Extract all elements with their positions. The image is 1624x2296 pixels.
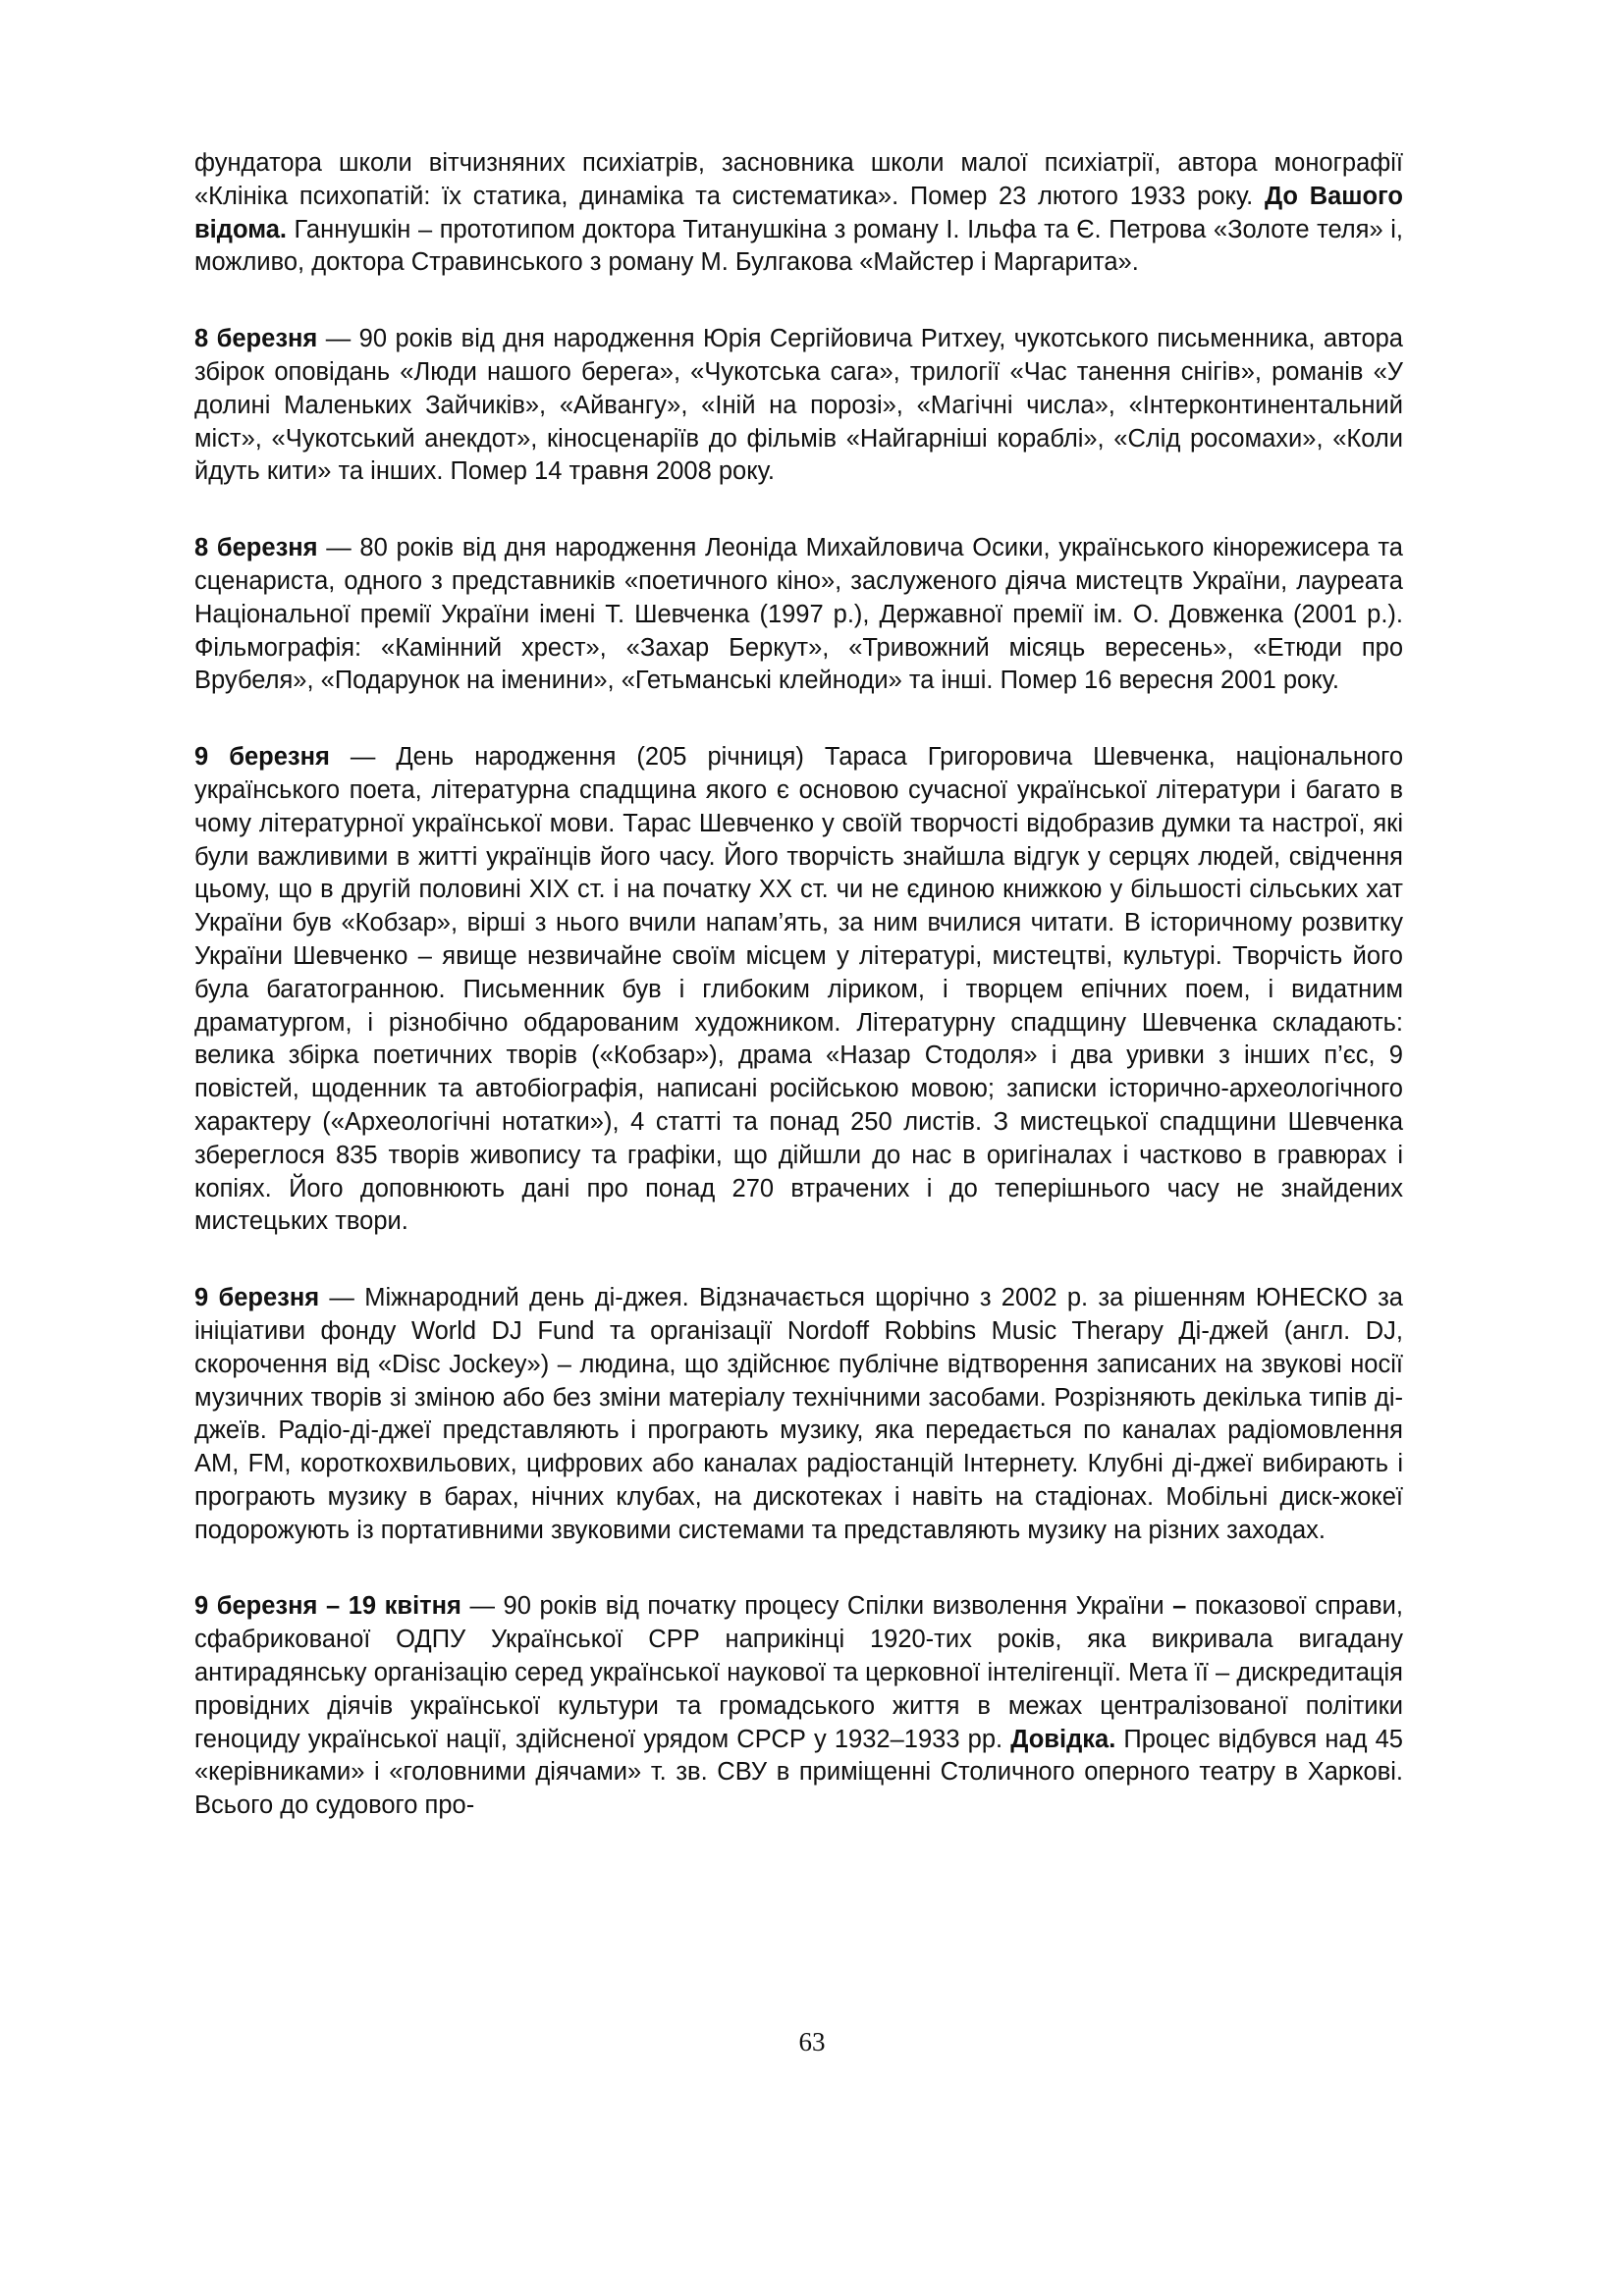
entry-text: — Міжнародний день ді-джея. Відзначається щорічно з 2002 р. за рішенням ЮНЕСКО за ініціативи фонду World DJ Fund та організації Nordoff Robbins Music Therapy Ді-джей (англ. DJ, скорочення від «Disc Jockey») – людина, що здійснює публічне відтворення записаних на звукові носії музичних творів зі зміною або без зміни матеріалу технічними засобами. Розрізняють декілька типів ді-джеїв. Радіо-ді-джеї представляють і програють музику, яка передається по каналах радіомовлення AM, FM, короткохвильових, цифрових або каналах радіостанцій Інтернету. Клубні ді-джеї вибирають і програють музику в барах, нічних клубах, на дискотеках і навіть на стадіонах. Мобільні диск-жокеї подорожують із портативними звуковими системами та представляють музику на різних заходах. (194, 1284, 1403, 1544)
entry-continuation (194, 147, 1403, 280)
entry-text: — 80 років від дня народження Леоніда Михайловича Осики, українського кінорежисера та сценариста, одного з представників «поетичного кіно», заслуженого діяча мистецтв України, лауреата Національної премії України імені Т. Шевченка (1997 р.), Державної премії ім. О. Довженка (2001 р.). Фільмографія: «Камінний хрест», «Захар Беркут», «Тривожний місяць вересень», «Етюди про Врубеля», «Подарунок на іменини», «Гетьманські клейноди» та інші. Помер 16 вересня 2001 року. (194, 534, 1403, 695)
entry-shevchenko (194, 741, 1403, 1239)
entry-rytkheu (194, 323, 1403, 489)
entry-text: показової справи, сфабрикованої ОДПУ Української СРР наприкінці 1920-тих років, яка викривала вигадану антирадянську організацію серед української наукової та церковної інтелігенції. Мета її – дискредитація провідних діячів української культури та громадського життя в межах централізованої політики геноциду української нації, здійсненої урядом СРСР у 1932–1933 рр. (194, 1592, 1403, 1753)
note-label: Довідка. (1010, 1725, 1116, 1753)
bold-dash: – (1172, 1592, 1187, 1621)
page-number: 63 (798, 2027, 826, 2056)
entry-text: Процес відбувся над 45 «керівниками» і «головними діячами» т. зв. СВУ в приміщенні Столичного оперного театру в Харкові. Всього до судового про- (194, 1725, 1403, 1820)
entry-dj-day (194, 1282, 1403, 1547)
entry-date: 9 березня – 19 квітня (194, 1592, 461, 1621)
entry-date: 9 березня (194, 1284, 320, 1312)
note-label: До Вашого відома. (194, 182, 1403, 243)
entry-text: фундатора школи вітчизняних психіатрів, засновника школи малої психіатрії, автора монографії «Клініка психопатій: їх статика, динаміка та систематика». Помер 23 лютого 1933 року. (194, 149, 1403, 210)
entry-text: — День народження (205 річниця) Тараса Григоровича Шевченка, національного українського поета, літературна спадщина якого є основою сучасної української літератури і багато в чому літературної української мови. Тарас Шевченко у своїй творчості відобразив думки та настрої, які були важливими в житті українців його часу. Його творчість знайшла відгук у серцях людей, свідчення цьому, що в другій половині XIX ст. і на початку XX ст. чи не єдиною книжкою у більшості сільських хат України був «Кобзар», вірші з нього вчили напам’ять, за ним вчилися читати. В історичному розвитку України Шевченко – явище незвичайне своїм місцем у літературі, мистецтві, культурі. Творчість його була багатогранною. Письменник був і глибоким ліриком, і творцем епічних поем, і видатним драматургом, і різнобічно обдарованим художником. Літературну спадщину Шевченка складають: велика збірка поетичних творів («Кобзар»), драма «Назар Стодоля» і два уривки з інших п’єс, 9 повістей, щоденник та автобіографія, написані російською мовою; записки історично-археологічного характеру («Археологічні нотатки»), 4 статті та понад 250 листів. З мистецької спадщини Шевченка збереглося 835 творів живопису та графіки, що дійшли до нас в оригіналах і частково в гравюрах і копіях. Його доповнюють дані про понад 270 втрачених і до теперішнього часу не знайдених мистецьких твори. (194, 743, 1404, 1236)
entry-date: 8 березня (194, 534, 318, 562)
entry-svu-trial (194, 1590, 1403, 1823)
entry-date: 9 березня (194, 743, 330, 772)
document-page (194, 147, 1403, 1866)
entry-osyka (194, 532, 1403, 698)
entry-text: Ганнушкін – прототипом доктора Титанушкіна з роману І. Ільфа та Є. Петрова «Золоте теля» і, можливо, доктора Стравинського з роману М. Булгакова «Майстер і Маргарита». (194, 215, 1403, 277)
entry-text: — 90 років від дня народження Юрія Сергійовича Ритхеу, чукотського письменника, автора збірок оповідань «Люди нашого берега», «Чукотська сага», трилогії «Час танення снігів», романів «У долині Маленьких Зайчиків», «Айвангу», «Іній на порозі», «Магічні числа», «Інтерконтинентальний міст», «Чукотський анекдот», кіносценаріїв до фільмів «Найгарніші кораблі», «Слід росомахи», «Коли йдуть кити» та інших. Помер 14 травня 2008 року. (194, 325, 1403, 486)
entry-text: — 90 років від початку процесу Спілки визволення України (460, 1592, 1173, 1621)
entry-date: 8 березня (194, 325, 318, 353)
